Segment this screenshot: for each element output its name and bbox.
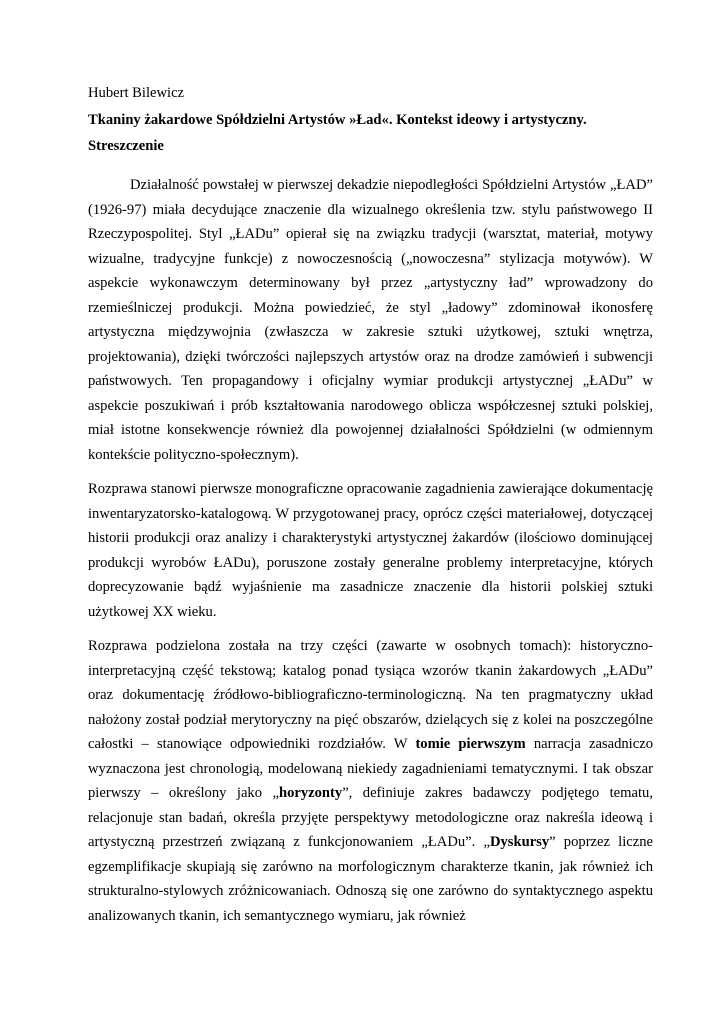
- paragraph-1: Działalność powstałej w pierwszej dekadzie niepodległości Spółdzielni Artystów „ŁAD” (1926-97) miała decydujące znaczenie dla wizualnego określenia tzw. stylu państwowego II Rzeczypospolitej. Styl „ŁADu” opierał się na związku tradycji (warsztat, materiał, motywy wizualne, tradycyjne funkcje) z nowoczesnością („nowoczesna” stylizacja motywów). W aspekcie wykonawczym determinowany był przez „artystyczny ład” wprowadzony do rzemieślniczej produkcji. Można powiedzieć, że styl „ładowy” zdominował ikonosferę artystyczna międzywojnia (zwłaszcza w zakresie sztuki użytkowej, sztuki wnętrza, projektowania), dzięki twórczości najlepszych artystów oraz na drodze zamówień i subwencji państwowych. Ten propagandowy i oficjalny wymiar produkcji artystycznej „ŁADu” w aspekcie poszukiwań i prób kształtowania narodowego oblicza współczesnej sztuki polskiej, miał istotne konsekwencje również dla powojennej działalności Spółdzielni (w odmiennym kontekście polityczno-społecznym).: [88, 177, 653, 463]
- document-subtitle: Streszczenie: [88, 138, 164, 154]
- paragraph-3-text-1: Rozprawa podzielona została na trzy części (zawarte w osobnych tomach): historyczno-interpretacyjną część tekstową; katalog ponad tysiąca wzorów tkanin żakardowych „ŁADu” oraz dokumentację źródłowo-bibliograficzno-terminologiczną. Na ten pragmatyczny układ nałożony został podział merytoryczny na pięć obszarów, dzielących się z kolei na poszczególne całostki – stanowiące odpowiedniki rozdziałów. W: [88, 638, 653, 752]
- paragraph-3-text-3: ”, definiuje zakres badawczy podjętego tematu, relacjonuje stan badań, określa przyjęte perspektywy metodologiczne oraz nakreśla ideową i artystyczną przestrzeń związaną z funkcjonowaniem „ŁADu”. „: [88, 785, 653, 850]
- paragraph-2: Rozprawa stanowi pierwsze monograficzne opracowanie zagadnienia zawierające dokumentację inwentaryzatorsko-katalogową. W przygotowanej pracy, oprócz części materiałowej, dotyczącej historii produkcji oraz analizy i charakterystyki artystycznej żakardów (ilościowo dominującej produkcji wyrobów ŁADu), poruszone zostały generalne problemy interpretacyjne, których doprecyzowanie bądź wyjaśnienie ma zasadnicze znaczenie dla historii polskiej sztuki użytkowej XX wieku.: [88, 481, 653, 620]
- author-name: Hubert Bilewicz: [88, 85, 185, 101]
- document-page: [88, 81, 653, 928]
- paragraph-3-text-4: ” poprzez liczne egzemplifikacje skupiają się zarówno na morfologicznym charakterze tkanin, jak również ich strukturalno-stylowych zróżnicowaniach. Odnoszą się one zarówno do syntaktycznego aspektu analizowanych tkanin, ich semantycznego wymiaru, jak również: [88, 834, 654, 924]
- bold-term-tomie-pierwszym: tomie pierwszym: [415, 736, 526, 752]
- bold-term-horyzonty: horyzonty: [278, 785, 343, 801]
- bold-term-dyskursy: Dyskursy: [489, 834, 550, 850]
- document-title: Tkaniny żakardowe Spółdzielni Artystów »Ład«. Kontekst ideowy i artystyczny.: [88, 112, 587, 128]
- paragraph-3: [88, 634, 653, 928]
- paragraph-3-text-2: narracja zasadniczo wyznaczona jest chronologią, modelowaną niekiedy zagadnieniami tematycznymi. I tak obszar pierwszy – określony jako „: [88, 736, 653, 801]
